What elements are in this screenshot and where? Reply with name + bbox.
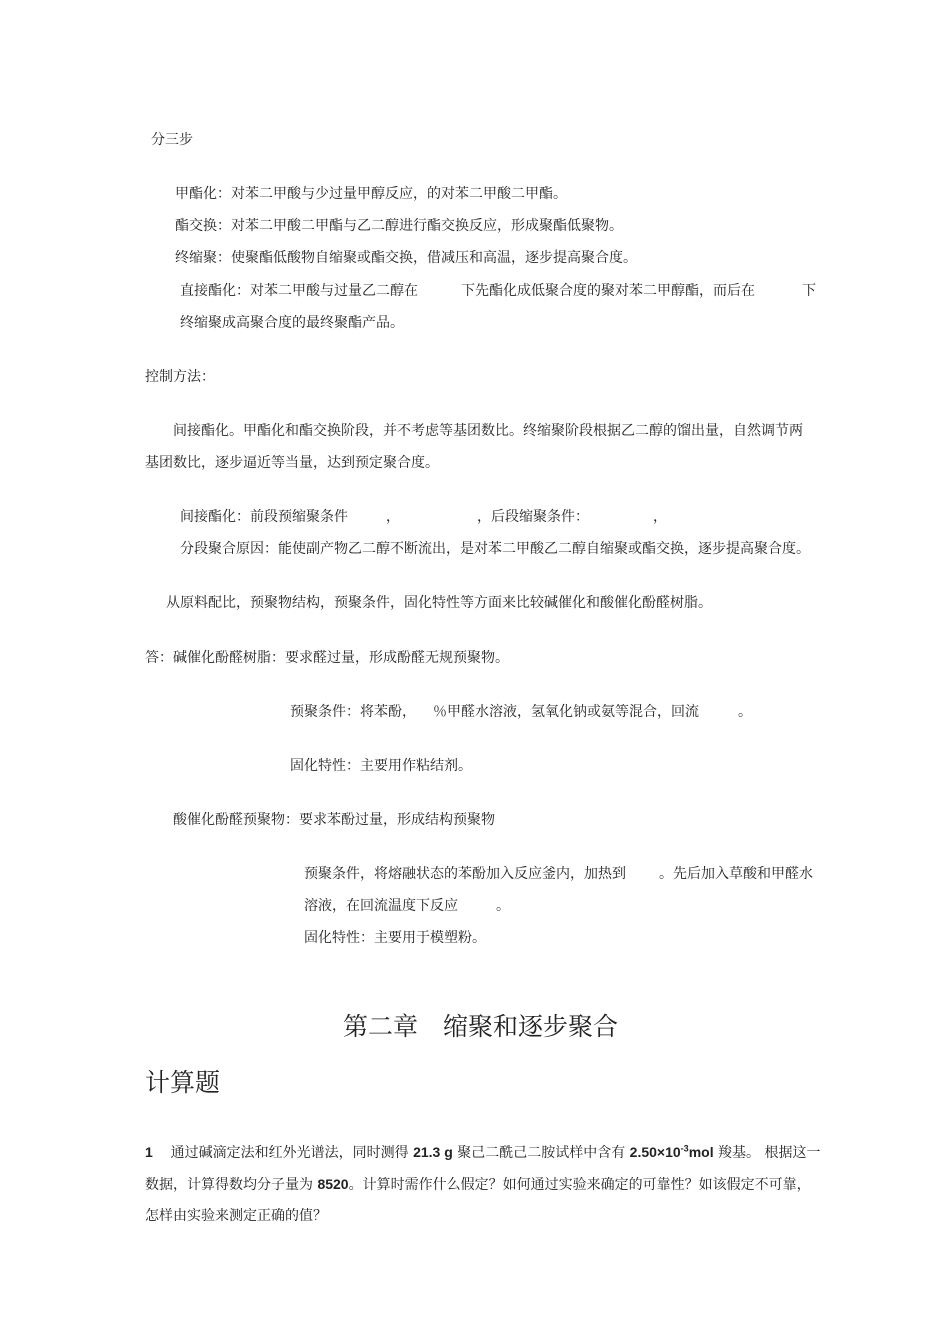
control-heading: 控制方法： [145, 369, 215, 385]
direct-esterification-line2: 终缩聚成高聚合度的最终聚酯产品。 [180, 315, 404, 331]
base-curing-property: 固化特性：主要用作粘结剂。 [290, 758, 472, 774]
control-paragraph-line2: 基团数比，逐步逼近等当量，达到预定聚合度。 [145, 455, 439, 471]
step-transesterification: 酯交换：对苯二甲酸二甲酯与乙二醇进行酯交换反应，形成聚酯低聚物。 [175, 218, 623, 234]
indirect-conditions-part-a: 间接酯化：前段预缩聚条件 [180, 509, 348, 525]
problem-text-d: 数据，计算得数均分子量为 [145, 1177, 313, 1193]
problem-text-b: 聚己二酰己二胺试样中含有 [457, 1145, 626, 1161]
section-title: 计算题 [145, 1068, 221, 1097]
step-heading: 分三步 [151, 132, 193, 148]
problem-1-line2 [145, 1174, 811, 1195]
problem-text-a: 通过碱滴定法和红外光谱法，同时测得 [170, 1145, 409, 1161]
control-paragraph-line1: 间接酯化。甲酯化和酯交换阶段，并不考虑等基团数比。终缩聚阶段根据乙二醇的馏出量，自然调节两 [173, 423, 803, 439]
indirect-conditions-part-b: ，后段缩聚条件： [477, 509, 589, 525]
acid-prepolymer-conditions-b: 。先后加入草酸和甲醛水 [659, 866, 813, 882]
problem-text-e: 。计算时需作什么假定？如何通过实验来确定的可靠性？如该假定不可靠， [348, 1177, 811, 1193]
staged-polymerization-reason: 分段聚合原因：能使副产物乙二醇不断流出，是对苯二甲酸乙二醇自缩聚或酯交换，逐步提高聚合度。 [180, 541, 810, 557]
number-average-mw: 8520 [317, 1176, 349, 1192]
phenolic-question: 从原料配比，预聚物结构，预聚条件，固化特性等方面来比较碱催化和酸催化酚醛树脂。 [166, 595, 712, 611]
direct-esterification-part-c: 下 [802, 283, 816, 299]
carboxyl-amount: $2.50\times 10^{-3}mol$ [629, 1143, 714, 1160]
indirect-conditions-comma-2: ， [653, 509, 667, 525]
base-prepolymer-conditions-a: 预聚条件：将苯酚， [290, 704, 416, 720]
acid-prepolymer-conditions-line2-a: 溶液，在回流温度下反应 [304, 898, 458, 914]
acid-catalyzed-prepolymer: 酸催化酚醛预聚物：要求苯酚过量，形成结构预聚物 [173, 812, 495, 828]
problem-1-line3: 怎样由实验来测定正确的值？ [145, 1208, 327, 1224]
problem-number: 1 [145, 1144, 153, 1160]
direct-esterification-part-b: 下先酯化成低聚合度的聚对苯二甲醇酯，而后在 [461, 283, 755, 299]
indirect-conditions-comma-1: ， [386, 509, 400, 525]
acid-prepolymer-conditions-a: 预聚条件，将熔融状态的苯酚加入反应釜内，加热到 [304, 866, 626, 882]
base-prepolymer-conditions-c: 。 [738, 704, 752, 720]
problem-text-c: 羧基。 根据这一 [718, 1145, 821, 1161]
answer-base-catalyzed: 答：碱催化酚醛树脂：要求醛过量，形成酚醛无规预聚物。 [145, 650, 509, 666]
problem-1-line1 [145, 1142, 820, 1163]
sample-mass: 21.3 g [413, 1144, 453, 1160]
base-prepolymer-conditions-b: ％甲醛水溶液，氢氧化钠或氨等混合，回流 [433, 704, 699, 720]
step-methyl-esterification: 甲酯化：对苯二甲酸与少过量甲醇反应，的对苯二甲酸二甲酯。 [175, 186, 567, 202]
direct-esterification-part-a: 直接酯化：对苯二甲酸与过量乙二醇在 [180, 283, 418, 299]
step-final-polycondensation: 终缩聚：使聚酯低酸物自缩聚或酯交换，借减压和高温，逐步提高聚合度。 [175, 250, 637, 266]
acid-curing-property: 固化特性：主要用于模塑粉。 [304, 930, 486, 946]
acid-prepolymer-conditions-line2-b: 。 [496, 898, 510, 914]
chapter-title: 第二章 缩聚和逐步聚合 [343, 1012, 619, 1041]
